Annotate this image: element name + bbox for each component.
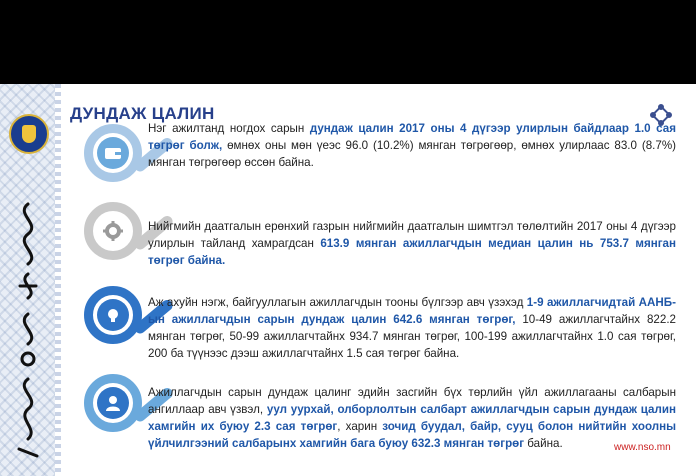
paragraph-wage-by-size bbox=[148, 294, 676, 362]
highlight-text: 1-9 ажиллагчидтай ААНБ-ын ажиллагчдын сарын дундаж цалин 642.6 мянган төгрөг, bbox=[148, 296, 676, 326]
paragraph-wage-by-sector bbox=[148, 384, 676, 452]
highlight-text: 613.9 мянган ажиллагчдын медиан цалин нь 753.7 мянган төгрөг байна. bbox=[148, 237, 677, 267]
lightbulb-icon bbox=[97, 299, 129, 331]
website-link[interactable]: www.nso.mn bbox=[614, 442, 671, 453]
gear-icon bbox=[97, 215, 129, 247]
body-text: , харин bbox=[337, 420, 383, 433]
body-text: Аж ахуйн нэгж, байгууллагын ажиллагчдын тооны бүлгээр авч үзэхэд bbox=[148, 296, 527, 309]
highlight-text: зочид буудал, байр, сууц болон нийтийн хоолны үйлчилгээний салбарынх хамгийн бага буюу 632.3 мянган төгрөг bbox=[148, 420, 677, 450]
paragraph-average-wage bbox=[148, 120, 676, 171]
page-title: ДУНДАЖ ЦАЛИН bbox=[70, 104, 215, 123]
ornament-border bbox=[55, 84, 61, 476]
slide bbox=[0, 84, 696, 476]
body-text: Ажиллагчдын сарын дундаж цалинг эдийн засгийн бүх төрлийн үйл ажиллагааны салбарын ангиллаар авч үзвэл, bbox=[148, 386, 676, 416]
nso-emblem-icon bbox=[9, 114, 49, 154]
body-text: Нэг ажилтанд ногдох сарын bbox=[148, 122, 310, 135]
body-text: байна. bbox=[524, 437, 563, 450]
highlight-text: уул уурхай, олборлолтын салбарт ажиллагчдын сарын дундаж цалин хамгийн их буюу 2.3 сая төгрөг bbox=[148, 403, 676, 433]
ornament-strip bbox=[0, 84, 55, 476]
user-icon bbox=[97, 387, 129, 419]
paragraph-median-wage bbox=[148, 218, 676, 269]
body-text: өмнөх оны мөн үеэс 96.0 (10.2%) мянган төгрөгөөр, өмнөх улирлаас 83.0 (8.7%) мянган төгрөгөөр өссөн байна. bbox=[148, 139, 676, 169]
body-text: 10-49 ажиллагчтайнх 822.2 мянган төгрөг, 50-99 ажиллагчтайнх 934.7 мянган төгрөг, 100-199 ажиллагчтайнх 1.0 сая төгрөг, 200 ба түүнээс дээш ажиллагчтайнх 1.5 сая төгрөг байна. bbox=[148, 313, 676, 360]
mongol-script-logo bbox=[5, 194, 51, 464]
wallet-icon bbox=[97, 137, 129, 169]
highlight-text: дундаж цалин 2017 оны 4 дүгээр улирлын байдлаар 1.0 сая төгрөг болж, bbox=[148, 122, 676, 152]
body-text: Нийгмийн даатгалын ерөнхий газрын нийгмийн даатгалын шимтгэл төлөлтийн 2017 оны 4 дүгээр улирлын тайланд хамрагдсан bbox=[148, 220, 676, 250]
